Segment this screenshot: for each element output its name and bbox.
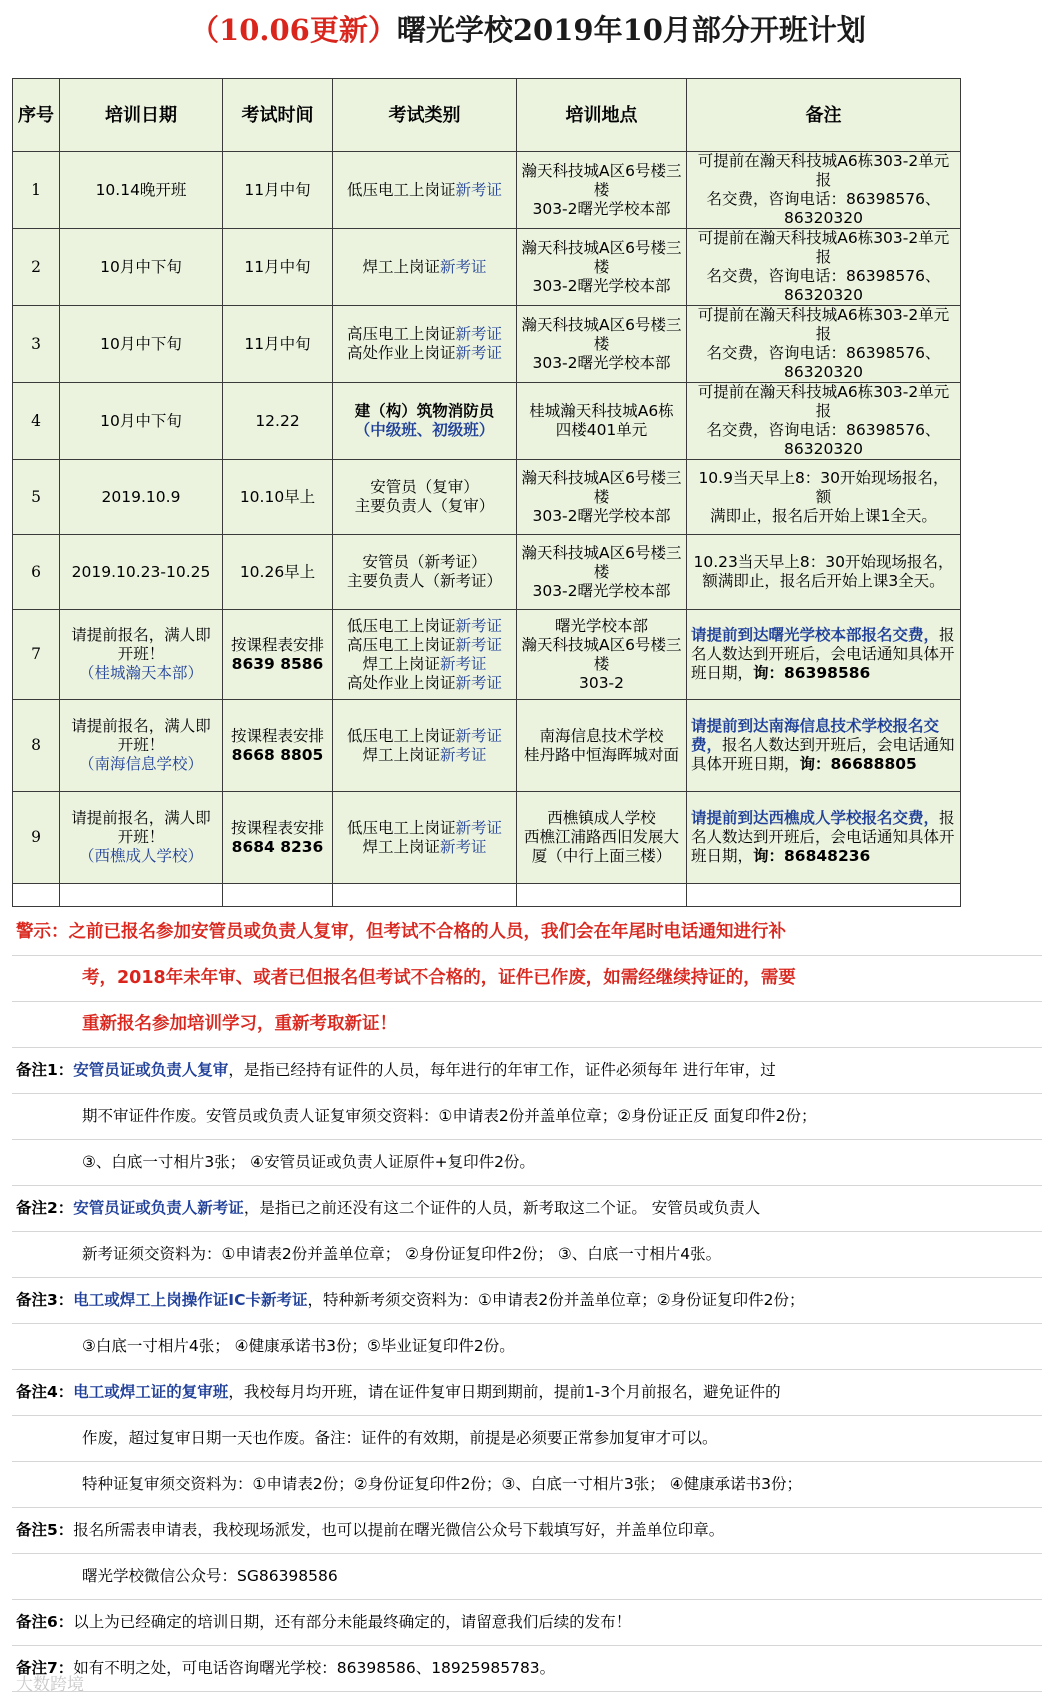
exam-line: 按课程表安排 (230, 818, 324, 837)
training-date (60, 610, 223, 700)
col-header-date: 培训日期 (60, 79, 223, 152)
campus-name: （桂城瀚天本部） (78, 664, 203, 682)
category-name: 主要负责人（新考证） (346, 572, 502, 590)
remark-line: 10.23当天早上8：30开始现场报名， (693, 553, 954, 571)
location-line: 西樵镇成人学校 (547, 809, 656, 827)
category-name: 建（构）筑物消防员 (354, 402, 495, 420)
col-header-location: 培训地点 (517, 79, 687, 152)
location-line: 瀚天科技城A区6号楼三 (521, 635, 682, 654)
category-name: 低压电工上岗证 (346, 818, 456, 837)
note-text: ，我校每月均开班，请在证件复审日期到期前，提前1-3个月前报名，避免证件的 (228, 1383, 781, 1401)
location-line: 瀚天科技城A区6号楼三 (521, 161, 682, 180)
note-label: 备注6： (16, 1613, 74, 1631)
exam-time: 12.22 (223, 383, 333, 460)
remark-line: 名交费，咨询电话：86398576、 (706, 421, 941, 439)
note-5 (12, 1508, 1042, 1554)
note-highlight: 安管员证或负责人新考证 (73, 1199, 244, 1217)
category-name: 高压电工上岗证 (346, 325, 456, 343)
exam-category (333, 460, 517, 535)
row-number: 3 (13, 306, 60, 383)
note-text: 如有不明之处，可电话咨询曙光学校：86398586、18925985783。 (73, 1659, 556, 1677)
exam-category (333, 535, 517, 610)
note-label: 备注1： (16, 1061, 74, 1079)
row-number: 2 (13, 229, 60, 306)
category-type: 新考证 (455, 325, 503, 343)
note-4-line-3: 特种证复审须交资料为：①申请表2份；②身份证复印件2份；③、白底一寸相片3张； ④健康承诺书3份； (12, 1462, 1042, 1508)
remark-phone: 询：86688805 (799, 755, 917, 773)
remark-line: 名交费，咨询电话：86398576、 (706, 344, 941, 362)
note-highlight: 电工或焊工上岗操作证IC卡新考证 (73, 1291, 308, 1309)
note-text: 报名所需表申请表，我校现场派发，也可以提前在曙光微信公众号下载填写好，并盖单位印章。 (73, 1521, 725, 1539)
row-number: 6 (13, 535, 60, 610)
location-line: 303-2曙光学校本部 (532, 353, 671, 372)
training-date: 10月中下旬 (60, 383, 223, 460)
note-1-line-3: ③、白底一寸相片3张； ④安管员证或负责人证原件+复印件2份。 (12, 1140, 1042, 1186)
category-type: 新考证 (455, 726, 503, 745)
note-4 (12, 1370, 1042, 1416)
wechat-account: 曙光学校微信公众号：SG86398586 (12, 1554, 1042, 1600)
training-location (517, 610, 687, 700)
remark-line: 可提前在瀚天科技城A6栋303-2单元报 (697, 152, 950, 189)
exam-phone: 8684 8236 (231, 837, 324, 856)
training-date (60, 700, 223, 792)
remark-line: 可提前在瀚天科技城A6栋303-2单元报 (697, 229, 950, 266)
note-label: 备注2： (16, 1199, 74, 1217)
col-header-exam: 考试时间 (223, 79, 333, 152)
note-6 (12, 1600, 1042, 1646)
remark-line: 86320320 (784, 363, 863, 381)
category-name: 高压电工上岗证 (346, 635, 456, 654)
location-line: 瀚天科技城A区6号楼三 (521, 543, 682, 562)
exam-time (223, 610, 333, 700)
exam-category (333, 306, 517, 383)
category-type: 新考证 (455, 180, 503, 199)
category-type: 新考证 (440, 654, 487, 673)
col-header-category: 考试类别 (333, 79, 517, 152)
table-row (13, 306, 961, 383)
training-location (517, 229, 687, 306)
remark-text: 报名人数达到开班后，会电话通知具体开班日期， (691, 626, 955, 682)
warning-line: 重新报名参加培训学习，重新考取新证！ (12, 1002, 1042, 1048)
remarks (687, 460, 961, 535)
remark-line: 额满即止，报名后开始上课3全天。 (702, 572, 945, 590)
category-type: 新考证 (440, 257, 487, 276)
row-number: 5 (13, 460, 60, 535)
exam-time: 10.10早上 (223, 460, 333, 535)
category-name: 低压电工上岗证 (346, 726, 456, 745)
note-label: 备注3： (16, 1291, 74, 1309)
row-number: 8 (13, 700, 60, 792)
date-line: 开班！ (117, 736, 165, 754)
location-line: 南海信息技术学校 (539, 726, 664, 745)
note-highlight: 安管员证或负责人复审 (73, 1061, 229, 1079)
location-line: 瀚天科技城A区6号楼三 (521, 315, 682, 334)
note-3 (12, 1278, 1042, 1324)
row-number: 7 (13, 610, 60, 700)
note-4-line-2: 作废，超过复审日期一天也作废。备注：证件的有效期，前提是必须要正常参加复审才可以。 (12, 1416, 1042, 1462)
remarks (687, 152, 961, 229)
note-text: ，是指已之前还没有这二个证件的人员，新考取这二个证。 安管员或负责人 (243, 1199, 761, 1217)
category-type: 新考证 (455, 616, 503, 635)
note-1-line-2: 期不审证件作废。安管员或负责人证复审须交资料：①申请表2份并盖单位章；②身份证正反 面复印件2份； (12, 1094, 1042, 1140)
col-header-no: 序号 (13, 79, 60, 152)
remark-text: 报名人数达到开班后，会电话通知具体开班日期， (691, 809, 955, 865)
col-header-remarks: 备注 (687, 79, 961, 152)
category-type: 新考证 (455, 673, 503, 692)
exam-phone: 8639 8586 (231, 654, 324, 673)
exam-line: 按课程表安排 (230, 726, 324, 745)
location-line: 303-2曙光学校本部 (532, 276, 671, 295)
training-location (517, 306, 687, 383)
remark-line: 可提前在瀚天科技城A6栋303-2单元报 (697, 306, 950, 343)
remarks (687, 792, 961, 884)
category-name: 焊工上岗证 (362, 654, 440, 673)
location-line: 瀚天科技城A区6号楼三 (521, 468, 682, 487)
exam-category (333, 152, 517, 229)
watermark: 大数跨境 (16, 1675, 84, 1695)
spacer-row (13, 884, 961, 907)
remark-line: 名交费，咨询电话：86398576、 (706, 190, 941, 208)
remarks (687, 610, 961, 700)
remark-line: 名交费，咨询电话：86398576、 (706, 267, 941, 285)
remarks (687, 700, 961, 792)
category-type: （中级班、初级班） (354, 421, 495, 439)
location-line: 西樵江浦路西旧发展大 (523, 828, 679, 846)
category-type: 新考证 (455, 818, 503, 837)
location-line: 瀚天科技城A区6号楼三 (521, 238, 682, 257)
table-row (13, 460, 961, 535)
training-location (517, 792, 687, 884)
location-line: 桂丹路中恒海晖城对面 (523, 745, 679, 764)
location-line: 楼 (593, 257, 610, 276)
warning-line: 警示：之前已报名参加安管员或负责人复审，但考试不合格的人员，我们会在年尾时电话通知进行补 (12, 910, 1042, 956)
location-line: 楼 (593, 487, 610, 506)
title-main: 曙光学校2019年10月部分开班计划 (396, 13, 866, 47)
exam-category (333, 610, 517, 700)
remark-line: 86320320 (784, 209, 863, 227)
schedule-table (12, 78, 961, 907)
training-location (517, 460, 687, 535)
remarks (687, 229, 961, 306)
category-name: 焊工上岗证 (362, 837, 440, 856)
category-name: 焊工上岗证 (362, 745, 440, 764)
training-date (60, 792, 223, 884)
table-row (13, 535, 961, 610)
note-label: 备注5： (16, 1521, 74, 1539)
location-line: 303-2 (578, 673, 625, 692)
exam-time: 11月中旬 (223, 306, 333, 383)
category-name: 安管员（复审） (370, 478, 479, 496)
category-name: 低压电工上岗证 (346, 616, 456, 635)
title-update-tag: （10.06更新） (190, 13, 397, 47)
remark-highlight: 请提前到达曙光学校本部报名交费， (691, 626, 940, 644)
note-2 (12, 1186, 1042, 1232)
remark-phone: 询：86848236 (753, 847, 871, 865)
table-header-row (13, 79, 961, 152)
note-1 (12, 1048, 1042, 1094)
exam-time (223, 700, 333, 792)
category-type: 新考证 (440, 837, 487, 856)
note-label: 备注7： (16, 1659, 74, 1677)
date-line: 请提前报名，满人即 (71, 809, 211, 827)
training-location (517, 152, 687, 229)
note-text: 以上为已经确定的培训日期，还有部分未能最终确定的，请留意我们后续的发布！ (73, 1613, 632, 1631)
category-name: 高处作业上岗证 (346, 673, 456, 692)
training-location (517, 700, 687, 792)
remarks (687, 383, 961, 460)
category-name: 高处作业上岗证 (346, 344, 456, 362)
notes-section (12, 910, 1042, 1692)
remarks (687, 535, 961, 610)
location-line: 楼 (593, 334, 610, 353)
location-line: 桂城瀚天科技城A6栋 (529, 402, 674, 420)
campus-name: （西樵成人学校） (78, 847, 203, 865)
note-label: 备注4： (16, 1383, 74, 1401)
exam-category (333, 229, 517, 306)
row-number: 9 (13, 792, 60, 884)
exam-time: 10.26早上 (223, 535, 333, 610)
remark-text: 报名人数达到开班后，会电话通知具体开班日期， (691, 736, 955, 773)
table-row (13, 610, 961, 700)
date-line: 请提前报名，满人即 (71, 626, 211, 644)
exam-category (333, 700, 517, 792)
note-text: ，特种新考须交资料为：①申请表2份并盖单位章；②身份证复印件2份； (307, 1291, 805, 1309)
location-line: 楼 (593, 562, 610, 581)
exam-time: 11月中旬 (223, 229, 333, 306)
exam-time (223, 792, 333, 884)
date-line: 开班！ (117, 645, 165, 663)
remark-line: 满即止，报名后开始上课1全天。 (710, 506, 937, 525)
exam-time: 11月中旬 (223, 152, 333, 229)
training-date: 10月中下旬 (60, 306, 223, 383)
note-text: ，是指已经持有证件的人员，每年进行的年审工作，证件必须每年 进行年审，过 (228, 1061, 776, 1079)
row-number: 1 (13, 152, 60, 229)
location-line: 曙光学校本部 (554, 616, 648, 635)
category-name: 安管员（新考证） (362, 553, 487, 571)
category-type: 新考证 (440, 745, 487, 764)
remark-line: 可提前在瀚天科技城A6栋303-2单元报 (697, 383, 950, 420)
date-line: 请提前报名，满人即 (71, 717, 211, 735)
note-highlight: 电工或焊工证的复审班 (73, 1383, 229, 1401)
location-line: 楼 (593, 654, 610, 673)
training-location (517, 535, 687, 610)
remark-phone: 询：86398586 (753, 664, 871, 682)
campus-name: （南海信息学校） (78, 755, 203, 773)
location-line: 303-2曙光学校本部 (532, 199, 671, 218)
category-name: 焊工上岗证 (362, 257, 440, 276)
exam-category (333, 383, 517, 460)
training-date: 10.14晚开班 (60, 152, 223, 229)
training-date: 2019.10.9 (60, 460, 223, 535)
page-title (0, 6, 1056, 54)
table-row (13, 383, 961, 460)
location-line: 厦（中行上面三楼） (531, 847, 672, 865)
note-2-line-2: 新考证须交资料为：①申请表2份并盖单位章； ②身份证复印件2份； ③、白底一寸相片4张。 (12, 1232, 1042, 1278)
location-line: 四楼401单元 (555, 421, 648, 439)
remark-highlight: 请提前到达南海信息技术学校报名交费， (691, 717, 940, 754)
remark-line: 10.9当天早上8：30开始现场报名，额 (698, 468, 949, 506)
table-row (13, 700, 961, 792)
exam-line: 按课程表安排 (230, 635, 324, 654)
note-3-line-2: ③白底一寸相片4张； ④健康承诺书3份；⑤毕业证复印件2份。 (12, 1324, 1042, 1370)
note-7 (12, 1646, 1042, 1692)
category-name: 主要负责人（复审） (354, 497, 495, 515)
location-line: 303-2曙光学校本部 (532, 581, 671, 600)
training-date: 2019.10.23-10.25 (60, 535, 223, 610)
exam-category (333, 792, 517, 884)
training-date: 10月中下旬 (60, 229, 223, 306)
row-number: 4 (13, 383, 60, 460)
category-name: 低压电工上岗证 (346, 180, 456, 199)
category-type: 新考证 (455, 344, 503, 362)
table-row (13, 792, 961, 884)
location-line: 303-2曙光学校本部 (532, 506, 671, 525)
remark-line: 86320320 (784, 440, 863, 458)
remarks (687, 306, 961, 383)
warning-line: 考，2018年未年审、或者已但报名但考试不合格的，证件已作废，如需经继续持证的，需要 (12, 956, 1042, 1002)
exam-phone: 8668 8805 (231, 745, 324, 764)
remark-line: 86320320 (784, 286, 863, 304)
table-row (13, 152, 961, 229)
training-location (517, 383, 687, 460)
remark-highlight: 请提前到达西樵成人学校报名交费， (691, 809, 940, 827)
table-row (13, 229, 961, 306)
date-line: 开班！ (117, 828, 165, 846)
category-type: 新考证 (455, 635, 503, 654)
location-line: 楼 (593, 180, 610, 199)
